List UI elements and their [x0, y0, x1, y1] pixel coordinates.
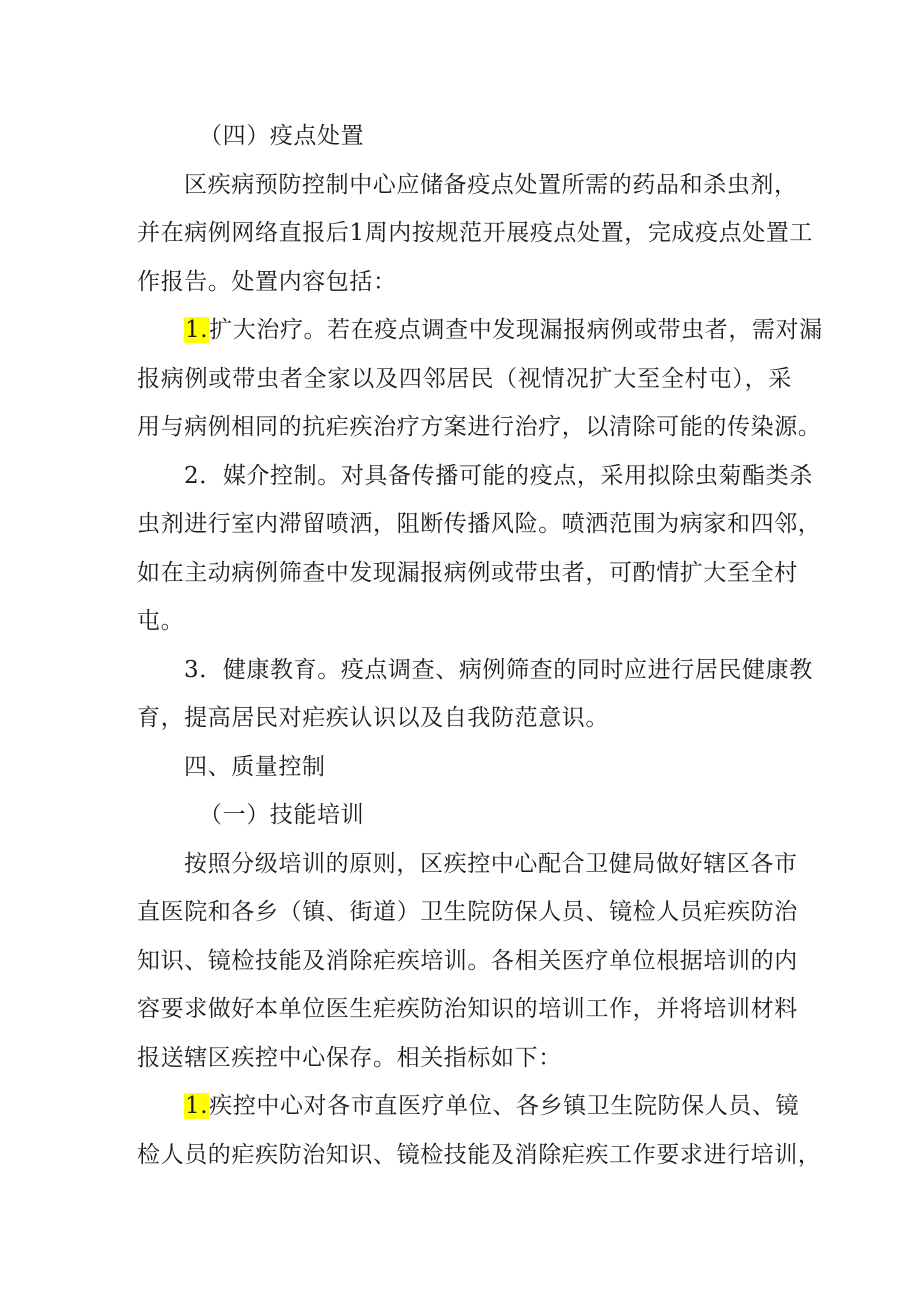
paragraph-line [137, 646, 813, 695]
highlighted-list-number: 1. [185, 1093, 209, 1119]
paragraph-line [137, 549, 798, 598]
line-text: （一）技能培训 [199, 802, 365, 828]
line-text: （四）疫点处置 [199, 123, 365, 149]
paragraph-line [137, 743, 792, 792]
paragraph-line [137, 258, 792, 307]
line-text: 四、质量控制 [184, 753, 326, 780]
paragraph-line [137, 1131, 822, 1180]
line-text: 虫剂进行室内滞留喷洒，阻断传播风险。喷洒范围为病家和四邻， [137, 511, 822, 537]
line-text: 扩大治疗。若在疫点调查中发现漏报病例或带虫者，需对漏 [209, 317, 823, 343]
line-text: 屯。 [137, 608, 185, 634]
line-text: 知识、镜检技能及消除疟疾培训。各相关医疗单位根据培训的内 [137, 947, 798, 974]
line-text: 并在病例网络直报后1周内按规范开展疫点处置，完成疫点处置工 [137, 220, 814, 246]
line-text: 直医院和各乡（镇、街道）卫生院防保人员、镜检人员疟疾防治 [137, 899, 798, 925]
paragraph-line [137, 597, 792, 646]
line-text: 2．媒介控制。对具备传播可能的疫点，采用拟除虫菊酯类杀 [184, 462, 813, 489]
paragraph-line [137, 355, 792, 404]
paragraph-line [137, 161, 798, 210]
line-text: 报病例或带虫者全家以及四邻居民（视情况扩大至全村屯），采 [137, 365, 792, 392]
paragraph-line [137, 112, 792, 161]
line-text: 区疾病预防控制中心应储备疫点处置所需的药品和杀虫剂， [184, 171, 798, 198]
paragraph-line [137, 791, 792, 840]
paragraph-line [137, 500, 822, 549]
line-text: 报送辖区疾控中心保存。相关指标如下： [137, 1044, 562, 1071]
line-text: 疾控中心对各市直医疗单位、各乡镇卫生院防保人员、镜 [209, 1093, 800, 1119]
line-text: 作报告。处置内容包括： [137, 268, 397, 295]
line-text: 容要求做好本单位医生疟疾防治知识的培训工作，并将培训材料 [137, 996, 798, 1022]
paragraph-line [137, 403, 822, 452]
paragraph-line [137, 1082, 800, 1131]
paragraph-line [137, 694, 792, 743]
paragraph-line [137, 452, 813, 501]
line-text: 按照分级培训的原则，区疾控中心配合卫健局做好辖区各市 [184, 850, 798, 877]
highlighted-list-number: 1. [185, 317, 209, 343]
line-text: 3．健康教育。疫点调查、病例筛查的同时应进行居民健康教 [184, 656, 813, 683]
line-text: 育，提高居民对疟疾认识以及自我防范意识。 [137, 705, 609, 731]
paragraph-line [137, 306, 823, 355]
paragraph-line [137, 985, 798, 1034]
line-text: 如在主动病例筛查中发现漏报病例或带虫者，可酌情扩大至全村 [137, 559, 798, 586]
line-text: 检人员的疟疾防治知识、镜检技能及消除疟疾工作要求进行培训， [137, 1141, 822, 1168]
paragraph-line [137, 888, 798, 937]
paragraph-line [137, 1034, 792, 1083]
paragraph-line [137, 937, 798, 986]
paragraph-line [137, 840, 798, 889]
paragraph-line [137, 209, 814, 258]
line-text: 用与病例相同的抗疟疾治疗方案进行治疗，以清除可能的传染源。 [137, 414, 822, 440]
